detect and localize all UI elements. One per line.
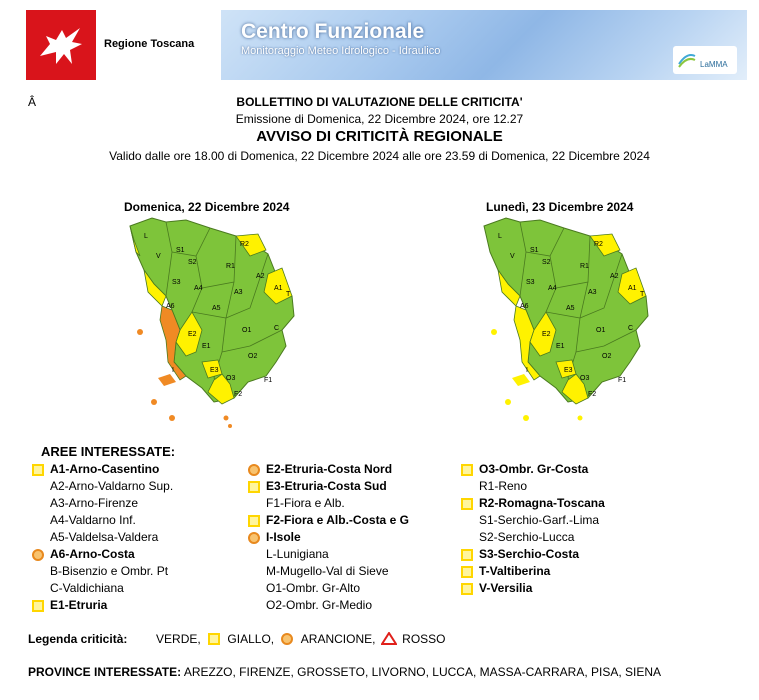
svg-text:A3: A3 [588,289,597,296]
legend-rosso: ROSSO [402,631,446,646]
yellow-square-icon [248,481,260,493]
area-item [461,529,661,546]
provinces-label: PROVINCE INTERESSATE: [28,665,182,679]
validity-line: Valido dalle ore 18.00 di Domenica, 22 Dicembre 2024 alle ore 23.59 di Domenica, 22 Dicembre 2024 [109,149,650,163]
area-label: A1-Arno-Casentino [50,462,160,476]
svg-text:F1: F1 [618,377,627,384]
banner-title: Centro Funzionale [241,20,425,43]
area-item [461,546,661,563]
yellow-square-icon [461,566,473,578]
area-item [248,563,458,580]
area-label: M-Mugello-Val di Sieve [266,564,389,578]
map-title-day2: Lunedì, 23 Dicembre 2024 [486,200,634,214]
areas-column-3 [461,461,661,597]
area-label: F1-Fiora e Alb. [266,496,345,510]
area-item [32,461,252,478]
svg-text:A4: A4 [548,285,557,292]
yellow-square-icon [32,600,44,612]
tuscany-map-day2 [480,212,670,432]
yellow-square-icon [208,633,220,645]
area-label: E1-Etruria [50,598,108,612]
legend-giallo: GIALLO, [227,631,275,646]
areas-column-1 [32,461,252,614]
svg-text:T: T [286,291,291,298]
area-item [32,597,252,614]
legend-verde: VERDE, [156,631,201,646]
area-item [248,529,458,546]
notice-title: AVVISO DI CRITICITÀ REGIONALE [256,128,503,145]
area-label: A6-Arno-Costa [50,547,135,561]
area-item [461,478,661,495]
orange-circle-icon [281,633,293,645]
legend-label: Legenda criticità: [28,631,128,646]
lamma-logo [673,46,737,74]
bulletin-title: BOLLETTINO DI VALUTAZIONE DELLE CRITICITA' [236,95,523,109]
svg-text:C: C [274,325,280,332]
area-label: E2-Etruria-Costa Nord [266,462,393,476]
area-label: O3-Ombr. Gr-Costa [479,462,589,476]
svg-text:O3: O3 [580,375,590,382]
area-label: V-Versilia [479,581,533,595]
area-label: E3-Etruria-Costa Sud [266,479,387,493]
legend-arancione: ARANCIONE, [300,631,376,646]
area-item [32,529,252,546]
svg-text:O1: O1 [596,327,606,334]
svg-text:O1: O1 [242,327,252,334]
area-label: S3-Serchio-Costa [479,547,580,561]
pegasus-icon [26,10,96,80]
svg-text:A5: A5 [566,305,575,312]
area-label: S1-Serchio-Garf.-Lima [479,513,600,527]
area-label: A2-Arno-Valdarno Sup. [50,479,174,493]
lamma-text: LaMMA [700,60,728,69]
map-title-day1: Domenica, 22 Dicembre 2024 [124,200,290,214]
area-item [461,461,661,478]
orange-circle-icon [248,464,260,476]
areas-heading: AREE INTERESSATE: [41,444,176,459]
banner-subtitle: Monitoraggio Meteo Idrologico - Idraulico [241,45,441,57]
orange-circle-icon [32,549,44,561]
svg-text:A4: A4 [194,285,203,292]
area-item [32,563,252,580]
area-item [248,461,458,478]
yellow-square-icon [461,464,473,476]
area-label: A5-Valdelsa-Valdera [50,530,159,544]
svg-text:S1: S1 [530,247,539,254]
svg-text:E3: E3 [564,367,573,374]
area-label: R2-Romagna-Toscana [479,496,605,510]
svg-text:S2: S2 [188,259,197,266]
svg-text:V: V [510,253,515,260]
region-name: Regione Toscana [104,38,195,50]
legend-row [28,631,446,646]
yellow-square-icon [32,464,44,476]
area-label: A3-Arno-Firenze [50,496,139,510]
area-item [32,495,252,512]
regione-toscana-logo [26,10,96,80]
svg-text:E2: E2 [542,331,551,338]
svg-text:I: I [172,367,174,374]
svg-text:A5: A5 [212,305,221,312]
svg-text:S1: S1 [176,247,185,254]
area-item [461,495,661,512]
svg-text:E3: E3 [210,367,219,374]
area-item [461,563,661,580]
svg-text:A2: A2 [610,273,619,280]
svg-text:A1: A1 [274,285,283,292]
svg-text:O3: O3 [226,375,236,382]
area-label: A4-Valdarno Inf. [50,513,136,527]
svg-text:A6: A6 [520,303,529,310]
area-label: O1-Ombr. Gr-Alto [266,581,361,595]
area-item [248,597,458,614]
svg-text:L: L [498,233,502,240]
area-item [32,512,252,529]
yellow-square-icon [248,515,260,527]
svg-text:T: T [640,291,645,298]
area-item [461,512,661,529]
area-item [248,546,458,563]
svg-text:R2: R2 [240,241,249,248]
area-label: R1-Reno [479,479,528,493]
yellow-square-icon [461,583,473,595]
orange-circle-icon [248,532,260,544]
area-label: S2-Serchio-Lucca [479,530,575,544]
svg-text:E1: E1 [202,343,211,350]
svg-text:E1: E1 [556,343,565,350]
svg-text:S3: S3 [526,279,535,286]
area-item [32,546,252,563]
svg-text:F1: F1 [264,377,273,384]
svg-text:R1: R1 [580,263,589,270]
svg-text:A3: A3 [234,289,243,296]
area-label: B-Bisenzio e Ombr. Pt [50,564,169,578]
svg-text:R2: R2 [594,241,603,248]
area-item [461,580,661,597]
svg-text:F2: F2 [588,391,597,398]
svg-text:R1: R1 [226,263,235,270]
svg-text:A1: A1 [628,285,637,292]
svg-text:S3: S3 [172,279,181,286]
svg-text:F2: F2 [234,391,243,398]
red-triangle-icon [381,632,397,645]
area-label: L-Lunigiana [266,547,329,561]
area-label: C-Valdichiana [50,581,124,595]
lamma-swirl-icon [677,50,697,70]
svg-text:E2: E2 [188,331,197,338]
area-item [32,580,252,597]
emission-line: Emissione di Domenica, 22 Dicembre 2024, ore 12.27 [235,112,524,126]
svg-text:L: L [144,233,148,240]
svg-text:O2: O2 [602,353,612,360]
centro-funzionale-banner [221,10,747,80]
svg-text:O2: O2 [248,353,258,360]
svg-text:A2: A2 [256,273,265,280]
tuscany-map-day1 [126,212,316,432]
yellow-square-icon [461,498,473,510]
svg-text:C: C [628,325,634,332]
yellow-square-icon [461,549,473,561]
area-item [248,580,458,597]
provinces-row [28,665,661,679]
area-item [248,478,458,495]
provinces-list: AREZZO, FIRENZE, GROSSETO, LIVORNO, LUCCA, MASSA-CARRARA, PISA, SIENA [183,665,662,679]
area-label: F2-Fiora e Alb.-Costa e G [266,513,409,527]
svg-text:A6: A6 [166,303,175,310]
area-label: I-Isole [266,530,301,544]
svg-text:I: I [526,367,528,374]
area-item [32,478,252,495]
svg-text:V: V [156,253,161,260]
areas-column-2 [248,461,458,614]
area-label: T-Valtiberina [479,564,551,578]
area-item [248,495,458,512]
svg-text:S2: S2 [542,259,551,266]
area-item [248,512,458,529]
stray-character: Â [28,95,37,109]
area-label: O2-Ombr. Gr-Medio [266,598,373,612]
